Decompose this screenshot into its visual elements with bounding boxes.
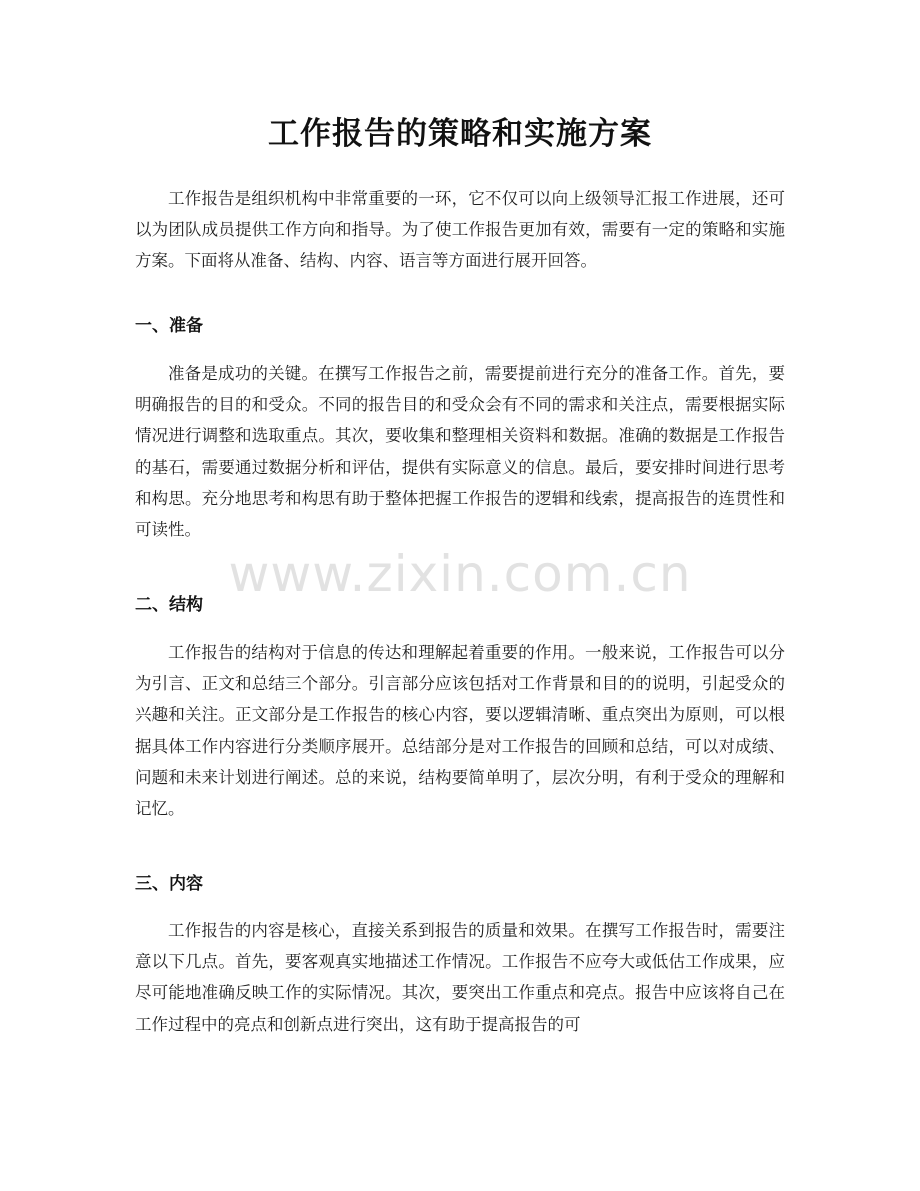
section-heading-content: 三、内容 — [135, 874, 203, 894]
section-body-preparation: 准备是成功的关键。在撰写工作报告之前，需要提前进行充分的准备工作。首先，要明确报告的目的和受众。不同的报告目的和受众会有不同的需求和关注点，需要根据实际情况进行调整和选取重点。其次，要收集和整理相关资料和数据。准确的数据是工作报告的基石，需要通过数据分析和评估，提供有实际意义的信息。最后，要安排时间进行思考和构思。充分地思考和构思有助于整体把握工作报告的逻辑和线索，提高报告的连贯性和可读性。 — [135, 364, 785, 540]
intro-paragraph: 工作报告是组织机构中非常重要的一环，它不仅可以向上级领导汇报工作进展，还可以为团队成员提供工作方向和指导。为了使工作报告更加有效，需要有一定的策略和实施方案。下面将从准备、结构、内容、语言等方面进行展开回答。 — [135, 189, 785, 271]
section-heading-preparation: 一、准备 — [135, 316, 203, 336]
section-body-structure: 工作报告的结构对于信息的传达和理解起着重要的作用。一般来说，工作报告可以分为引言、正文和总结三个部分。引言部分应该包括对工作背景和目的的说明，引起受众的兴趣和关注。正文部分是工作报告的核心内容，要以逻辑清晰、重点突出为原则，可以根据具体工作内容进行分类顺序展开。总结部分是对工作报告的回顾和总结，可以对成绩、问题和未来计划进行阐述。总的来说，结构要简单明了，层次分明，有利于受众的理解和记忆。 — [135, 643, 785, 819]
section-body-content: 工作报告的内容是核心，直接关系到报告的质量和效果。在撰写工作报告时，需要注意以下几点。首先，要客观真实地描述工作情况。工作报告不应夸大或低估工作成果，应尽可能地准确反映工作的实际情况。其次，要突出工作重点和亮点。报告中应该将自己在工作过程中的亮点和创新点进行突出，这有助于提高报告的可 — [135, 921, 785, 1034]
watermark: www.zixin.com.cn — [228, 545, 692, 603]
document-title: 工作报告的策略和实施方案 — [268, 116, 652, 152]
section-heading-structure: 二、结构 — [135, 595, 203, 615]
